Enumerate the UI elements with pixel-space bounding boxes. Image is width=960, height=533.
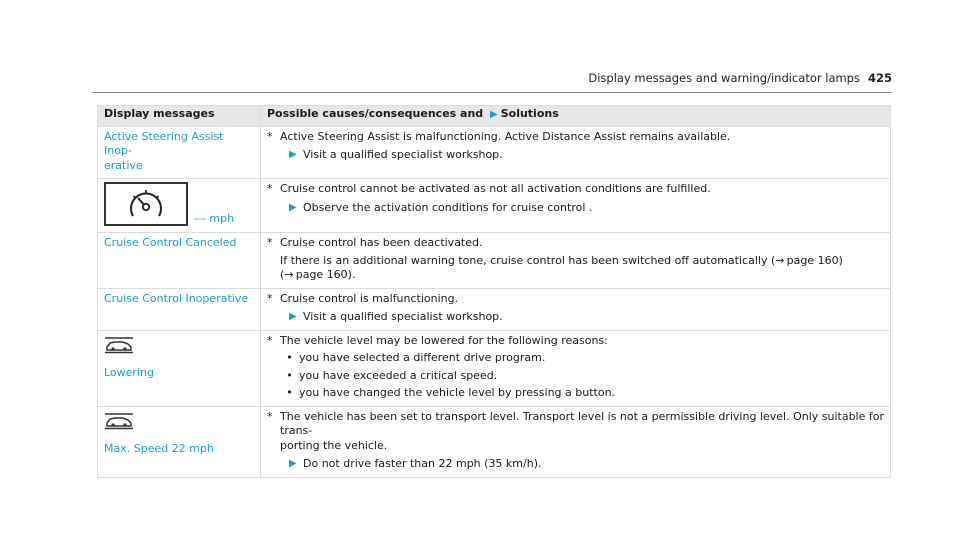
cause-text: The vehicle has been set to transport level. Transport level is not a permissible driving level. Only suitable for trans- porting the vehicle. bbox=[280, 409, 885, 452]
message-text: Max. Speed 22 mph bbox=[104, 441, 214, 455]
solution-arrow-icon: ▶ bbox=[289, 149, 297, 160]
asterisk-icon: * bbox=[267, 409, 273, 423]
cause-cell bbox=[261, 406, 891, 477]
cause-cell bbox=[261, 179, 891, 233]
col-header-solutions-label: Solutions bbox=[500, 107, 559, 120]
asterisk-icon: * bbox=[267, 333, 273, 347]
solution-arrow-icon: ▶ bbox=[289, 311, 297, 322]
cause-text: Cruise control cannot be activated as not all activation conditions are fulfilled. bbox=[280, 182, 711, 195]
bullet-text: you have exceeded a critical speed. bbox=[299, 368, 498, 382]
table-header-row bbox=[98, 106, 891, 127]
running-head bbox=[588, 71, 892, 85]
page-ref-arrow-icon: → bbox=[775, 253, 787, 267]
col-header-causes-label: Possible causes/consequences and bbox=[267, 107, 484, 120]
message-text: --- mph bbox=[194, 211, 235, 225]
cause-cell bbox=[261, 288, 891, 330]
asterisk-icon: * bbox=[267, 291, 273, 305]
page-ref-arrow-icon: → bbox=[284, 268, 296, 281]
message-cell bbox=[98, 406, 261, 477]
table-row bbox=[98, 330, 891, 406]
display-messages-table bbox=[97, 105, 891, 478]
table-row bbox=[98, 126, 891, 179]
vehicle-level-icon bbox=[104, 412, 134, 430]
message-text: Cruise Control Canceled bbox=[104, 236, 237, 249]
speedometer-icon bbox=[104, 182, 188, 226]
cause-text: Active Steering Assist is malfunctioning. Active Distance Assist remains available. bbox=[280, 129, 731, 143]
cause-text: The vehicle level may be lowered for the following reasons: bbox=[280, 333, 608, 347]
cause-cell bbox=[261, 330, 891, 406]
vehicle-level-icon bbox=[104, 336, 134, 354]
cause-cell bbox=[261, 233, 891, 289]
col-header-causes bbox=[261, 106, 891, 127]
cause-cell bbox=[261, 126, 891, 179]
message-cell bbox=[98, 233, 261, 289]
solution-text: Visit a qualified specialist workshop. bbox=[303, 148, 503, 161]
col-header-messages: Display messages bbox=[98, 106, 261, 127]
cause-text: Cruise control has been deactivated. bbox=[280, 236, 483, 249]
bullet-icon: • bbox=[286, 351, 293, 364]
message-cell bbox=[98, 126, 261, 179]
running-head-title: Display messages and warning/indicator lamps bbox=[588, 71, 860, 85]
page-number: 425 bbox=[867, 71, 892, 85]
solution-arrow-icon: ▶ bbox=[289, 458, 297, 469]
table-row bbox=[98, 233, 891, 289]
table-row bbox=[98, 288, 891, 330]
message-cell bbox=[98, 330, 261, 406]
asterisk-icon: * bbox=[267, 129, 273, 143]
solution-text: Observe the activation conditions for cruise control . bbox=[303, 200, 593, 214]
cause-text: Cruise control is malfunctioning. bbox=[280, 291, 459, 305]
table-row bbox=[98, 179, 891, 233]
message-cell bbox=[98, 288, 261, 330]
message-cell bbox=[98, 179, 261, 233]
asterisk-icon: * bbox=[267, 182, 273, 195]
bullet-text: you have changed the vehicle level by pressing a button. bbox=[299, 386, 616, 399]
message-text: Cruise Control Inoperative bbox=[104, 291, 249, 305]
bullet-text: you have selected a different drive program. bbox=[299, 351, 546, 364]
solution-arrow-icon: ▶ bbox=[289, 201, 297, 213]
table-row bbox=[98, 406, 891, 477]
message-text: Active Steering Assist Inop- erative bbox=[104, 129, 224, 172]
solution-text: Do not drive faster than 22 mph (35 km/h). bbox=[303, 457, 542, 470]
bullet-icon: • bbox=[286, 386, 293, 399]
bullet-icon: • bbox=[286, 368, 293, 382]
asterisk-icon: * bbox=[267, 236, 273, 249]
message-text: Lowering bbox=[104, 365, 154, 379]
solution-arrow-icon: ▶ bbox=[490, 109, 498, 120]
solution-text: Visit a qualified specialist workshop. bbox=[303, 310, 503, 323]
detail-text: If there is an additional warning tone, cruise control has been switched off automatically (→ page 160) (→ page 160). bbox=[280, 253, 843, 281]
header-rule bbox=[92, 92, 892, 93]
